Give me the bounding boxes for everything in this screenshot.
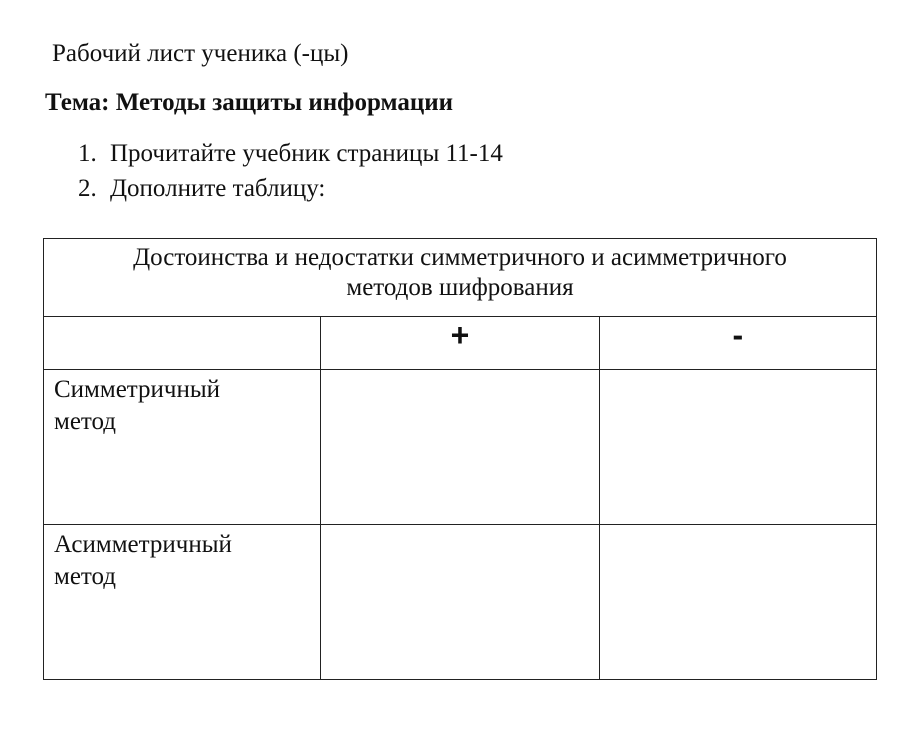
task-item [78, 136, 503, 171]
table-caption-line: Достоинства и недостатки симметричного и асимметричного [133, 244, 787, 271]
task-list [78, 136, 503, 206]
table-header-row [44, 317, 877, 370]
row-label-cell [44, 370, 321, 525]
task-text: Прочитайте учебник страницы 11-14 [110, 140, 503, 167]
header-plus-cell: + [321, 317, 599, 370]
answer-cell-plus[interactable] [321, 370, 599, 525]
task-text: Дополните таблицу: [110, 175, 326, 202]
row-label-line: Симметричный [54, 376, 221, 403]
answer-cell-minus[interactable] [599, 370, 876, 525]
task-number: 2. [78, 175, 97, 202]
answer-cell-minus[interactable] [599, 525, 876, 680]
table-caption-row [44, 239, 877, 317]
table-row [44, 525, 877, 680]
table-caption-cell [44, 239, 877, 317]
worksheet-title: Рабочий лист ученика (-цы) [52, 40, 349, 67]
topic-heading: Тема: Методы защиты информации [45, 89, 454, 116]
task-number: 1. [78, 140, 97, 167]
comparison-table [43, 238, 877, 680]
row-label-line: метод [54, 408, 117, 435]
header-empty-cell [44, 317, 321, 370]
row-label-line: метод [54, 563, 117, 590]
task-item [78, 171, 503, 206]
table-caption-line: методов шифрования [346, 274, 574, 301]
header-minus-cell: - [599, 317, 876, 370]
row-label-line: Асимметричный [54, 531, 232, 558]
answer-cell-plus[interactable] [321, 525, 599, 680]
table-row [44, 370, 877, 525]
row-label-cell [44, 525, 321, 680]
